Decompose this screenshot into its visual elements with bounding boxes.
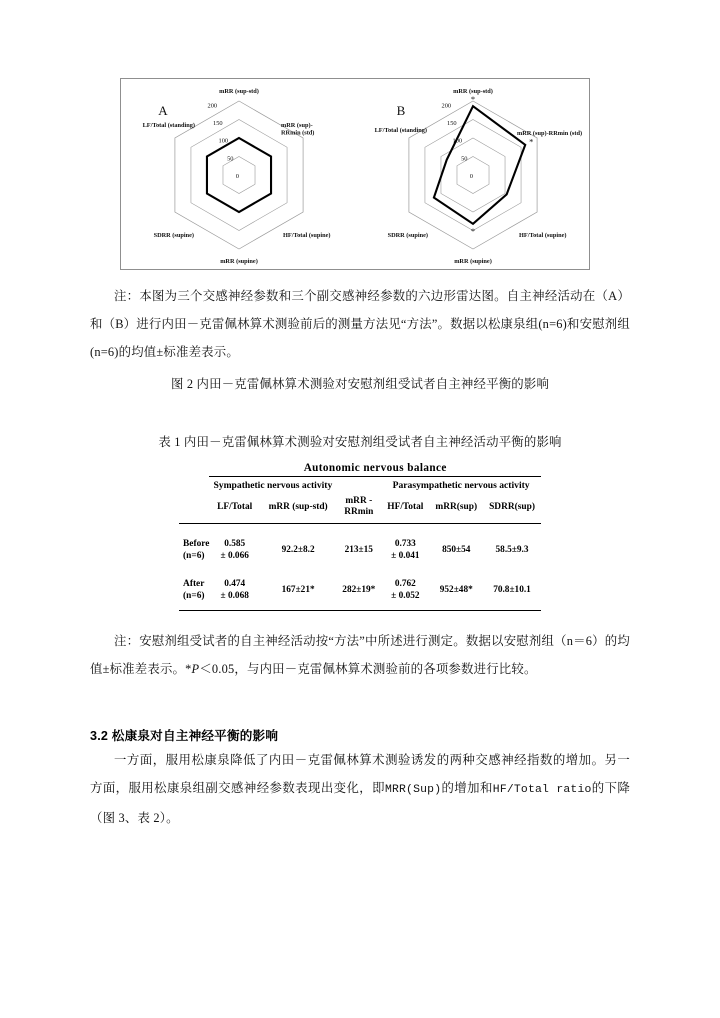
row-label-after <box>179 570 209 610</box>
group-header-gap <box>336 477 381 494</box>
figure-2-radar-charts <box>120 78 590 270</box>
svg-text:50: 50 <box>461 155 468 163</box>
cell-value-line1: 0.585 <box>224 539 246 549</box>
table-note-line1: 注：安慰剂组受试者的自主神经活动按“方法”中所述进行测定。数据以安慰剂组 <box>114 634 555 648</box>
svg-text:*: * <box>470 225 476 236</box>
cell-after-mrr-rrmin: 282±19* <box>342 585 376 595</box>
table-corner-cell <box>179 462 209 476</box>
column-header-lf-total: LF/Total <box>217 502 253 512</box>
svg-text:SDRR (supine): SDRR (supine) <box>153 232 194 239</box>
table-note-line3: 行比较。 <box>486 662 537 676</box>
table-note-p-italic: P <box>191 662 200 676</box>
svg-text:0: 0 <box>469 173 473 180</box>
column-header-spacer <box>179 493 209 523</box>
svg-text:mRR (sup)-RRmin (std): mRR (sup)-RRmin (std) <box>517 130 583 137</box>
table-rule-bottom <box>179 610 541 611</box>
column-header-mrr-rrmin-line2: RRmin <box>344 507 374 517</box>
svg-text:50: 50 <box>227 155 234 163</box>
table-1-container <box>90 462 630 611</box>
cell-value-line2: ± 0.041 <box>391 551 420 561</box>
radar-chart-container <box>121 79 589 269</box>
table-note <box>90 627 630 683</box>
table-supertitle-row <box>179 462 541 476</box>
cell-before-mrr-sup: 850±54 <box>442 545 471 555</box>
table-supertitle: Autonomic nervous balance <box>303 462 447 474</box>
paragraph-mono-hf-total: HF/Total ratio <box>492 784 592 796</box>
cell-before-sdrr-sup: 58.5±9.3 <box>495 545 529 555</box>
svg-text:HF/Total (supine): HF/Total (supine) <box>519 232 567 239</box>
table-row <box>179 570 541 610</box>
radar-panel-a <box>143 88 331 265</box>
svg-text:mRR (supine): mRR (supine) <box>454 258 492 265</box>
svg-text:B: B <box>396 103 406 118</box>
table-note-line2a: （n＝6）的均值±标准差表示。* <box>90 634 630 676</box>
row-label-before <box>179 530 209 570</box>
cell-before-hf-total <box>381 530 429 570</box>
cell-after-sdrr-sup: 70.8±10.1 <box>493 585 531 595</box>
paragraph-part-c: 的下降（图 3、表 2）。 <box>90 781 630 825</box>
row-label-after-line1: After <box>183 579 205 589</box>
cell-value-line2: ± 0.052 <box>391 591 420 601</box>
svg-text:mRR (supine): mRR (supine) <box>220 258 258 265</box>
radar-panel-b <box>375 88 583 265</box>
svg-text:*: * <box>529 136 534 147</box>
svg-text:LF/Total (standing): LF/Total (standing) <box>142 122 195 129</box>
table-group-header-row <box>179 477 541 494</box>
cell-value-line2: ± 0.068 <box>220 591 249 601</box>
svg-text:SDRR (supine): SDRR (supine) <box>387 232 428 239</box>
paragraph-part-b: 的增加和 <box>441 781 493 795</box>
column-header-mrr-sup: mRR(sup) <box>435 502 478 512</box>
svg-text:HF/Total (supine): HF/Total (supine) <box>283 232 331 239</box>
group-header-parasympathetic: Parasympathetic nervous activity <box>392 480 530 491</box>
column-header-mrr-sup-std: mRR (sup-std) <box>268 502 328 512</box>
cell-value-line1: 0.474 <box>224 579 246 589</box>
paragraph-mono-mrr-sup: MRR(Sup) <box>384 784 442 796</box>
figure-caption-title: 图 2 内田－克雷佩林算术测验对安慰剂组受试者自主神经平衡的影响 <box>170 377 550 391</box>
table-note-line2c: ＜0.05，与内田－克雷佩林算术测验前的各项参数进 <box>199 662 487 676</box>
cell-before-mrr-sup-std: 92.2±8.2 <box>281 545 315 555</box>
section-paragraph <box>90 746 630 832</box>
svg-text:200: 200 <box>207 102 218 110</box>
table-1 <box>179 462 541 611</box>
cell-after-mrr-sup: 952±48* <box>439 585 473 595</box>
group-header-spacer <box>179 477 209 494</box>
svg-text:A: A <box>158 103 168 118</box>
group-header-sympathetic: Sympathetic nervous activity <box>213 480 333 491</box>
svg-text:0: 0 <box>235 173 239 180</box>
column-header-mrr-rrmin <box>336 493 381 523</box>
cell-before-mrr-rrmin: 213±15 <box>344 545 373 555</box>
svg-text:100: 100 <box>452 137 463 145</box>
svg-text:200: 200 <box>441 102 452 110</box>
section-heading-3-2: 3.2 松康泉对自主神经平衡的影响 <box>90 729 279 743</box>
figure-caption-note: 注：本图为三个交感神经参数和三个副交感神经参数的六边形雷达图。自主神经活动在（A）和（B）进行内田－克雷佩林算术测验前后的测量方法见“方法”。数据以松康泉组(n=6)和安慰剂组(n=6)的均值±标准差表示。 <box>90 289 630 359</box>
svg-text:*: * <box>470 94 476 105</box>
page-content <box>90 78 630 832</box>
cell-after-lf-total <box>209 570 260 610</box>
rule-line-bottom <box>179 610 541 611</box>
radar-charts-svg <box>121 79 589 269</box>
svg-text:RRmin (std): RRmin (std) <box>281 129 315 137</box>
svg-text:100: 100 <box>218 137 229 145</box>
svg-text:150: 150 <box>213 120 223 127</box>
row-label-before-line1: Before <box>183 539 210 549</box>
cell-value-line2: ± 0.066 <box>220 551 249 561</box>
cell-after-mrr-sup-std: 167±21* <box>281 585 315 595</box>
svg-text:LF/Total (standing): LF/Total (standing) <box>374 127 427 134</box>
row-label-before-line2: (n=6) <box>183 551 205 561</box>
table-row <box>179 530 541 570</box>
table-caption: 表 1 内田－克雷佩林算术测验对安慰剂组受试者自主神经活动平衡的影响 <box>158 435 562 449</box>
row-label-after-line2: (n=6) <box>183 591 205 601</box>
cell-after-hf-total <box>381 570 429 610</box>
svg-text:mRR (sup)-: mRR (sup)- <box>281 122 313 129</box>
cell-value-line1: 0.762 <box>394 579 416 589</box>
cell-before-lf-total <box>209 530 260 570</box>
column-header-mrr-rrmin-line1: mRR - <box>345 496 373 506</box>
svg-text:mRR (sup-std): mRR (sup-std) <box>453 88 493 95</box>
svg-text:150: 150 <box>447 120 457 127</box>
column-header-sdrr-sup: SDRR(sup) <box>489 502 535 512</box>
paragraph-part-a: 一方面，服用松康泉降低了内田－克雷佩林算术测验诱发的两种交感神经指数的增加。另一方面，服用松康泉组副交感神经参数表现出变化，即 <box>90 753 630 795</box>
cell-value-line1: 0.733 <box>394 539 416 549</box>
table-column-header-row <box>179 493 541 523</box>
column-header-hf-total: HF/Total <box>387 502 424 512</box>
svg-text:mRR (sup-std): mRR (sup-std) <box>219 88 259 95</box>
